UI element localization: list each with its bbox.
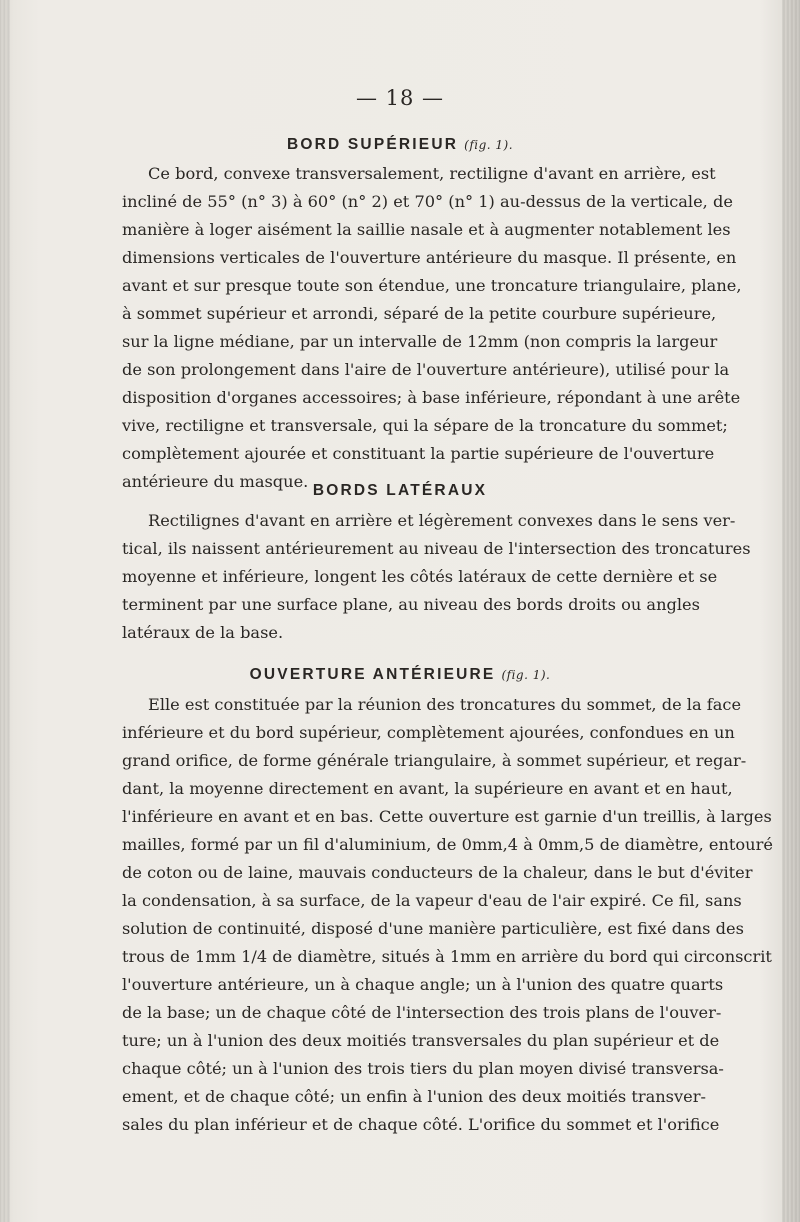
text-line: latéraux de la base. bbox=[122, 623, 284, 642]
text-line: antérieure du masque. bbox=[122, 472, 309, 491]
text-line: tical, ils naissent antérieurement au niveau de l'intersection des troncatures bbox=[122, 539, 751, 558]
text-line: disposition d'organes accessoires; à base inférieure, répondant à une arête bbox=[122, 388, 741, 407]
text-line: l'inférieure en avant et en bas. Cette ouverture est garnie d'un treillis, à larges bbox=[122, 807, 772, 826]
text-line: chaque côté; un à l'union des trois tiers du plan moyen divisé transversa- bbox=[122, 1059, 724, 1078]
page-edge-right bbox=[782, 0, 800, 1222]
text-line: terminent par une surface plane, au niveau des bords droits ou angles bbox=[122, 595, 700, 614]
text-line: vive, rectiligne et transversale, qui la sépare de la troncature du sommet; bbox=[122, 416, 728, 435]
heading-text: BORDS LATÉRAUX bbox=[312, 482, 488, 499]
section-heading-bords-lateraux bbox=[0, 482, 800, 500]
text-line: à sommet supérieur et arrondi, séparé de la petite courbure supérieure, bbox=[122, 304, 717, 323]
text-line: solution de continuité, disposé d'une manière particulière, est fixé dans des bbox=[122, 919, 744, 938]
text-line: Elle est constituée par la réunion des troncatures du sommet, de la face bbox=[148, 695, 742, 714]
page-number: — 18 — bbox=[355, 86, 445, 110]
text-line: grand orifice, de forme générale triangulaire, à sommet supérieur, et regar- bbox=[122, 751, 747, 770]
figure-reference: (fig. 1). bbox=[501, 668, 551, 682]
text-line: inférieure et du bord supérieur, complètement ajourées, confondues en un bbox=[122, 723, 735, 742]
text-line: de coton ou de laine, mauvais conducteurs de la chaleur, dans le but d'éviter bbox=[122, 863, 753, 882]
text-line: moyenne et inférieure, longent les côtés latéraux de cette dernière et se bbox=[122, 567, 718, 586]
text-line: manière à loger aisément la saillie nasale et à augmenter notablement les bbox=[122, 220, 731, 239]
text-line: trous de 1mm 1/4 de diamètre, situés à 1mm en arrière du bord qui circonscrit bbox=[122, 947, 772, 966]
section-heading-ouverture-anterieure bbox=[0, 666, 800, 684]
text-line: incliné de 55° (n° 3) à 60° (n° 2) et 70° (n° 1) au-dessus de la verticale, de bbox=[122, 192, 733, 211]
paragraph-bords-lateraux bbox=[122, 507, 751, 647]
text-line: avant et sur presque toute son étendue, une troncature triangulaire, plane, bbox=[122, 276, 742, 295]
text-line: de la base; un de chaque côté de l'intersection des trois plans de l'ouver- bbox=[122, 1003, 722, 1022]
paragraph-bord-superieur bbox=[122, 160, 742, 496]
text-line: la condensation, à sa surface, de la vapeur d'eau de l'air expiré. Ce fil, sans bbox=[122, 891, 742, 910]
figure-reference: (fig. 1). bbox=[464, 138, 514, 152]
section-heading-bord-superieur bbox=[0, 136, 800, 154]
text-line: dimensions verticales de l'ouverture antérieure du masque. Il présente, en bbox=[122, 248, 737, 267]
text-line: mailles, formé par un fil d'aluminium, de 0mm,4 à 0mm,5 de diamètre, entouré bbox=[122, 835, 773, 854]
text-line: de son prolongement dans l'aire de l'ouverture antérieure), utilisé pour la bbox=[122, 360, 730, 379]
text-line: dant, la moyenne directement en avant, la supérieure en avant et en haut, bbox=[122, 779, 733, 798]
heading-text: BORD SUPÉRIEUR bbox=[286, 136, 459, 153]
heading-text: OUVERTURE ANTÉRIEURE bbox=[249, 666, 496, 683]
paragraph-ouverture-anterieure bbox=[122, 691, 773, 1139]
text-line: sales du plan inférieur et de chaque côté. L'orifice du sommet et l'orifice bbox=[122, 1115, 720, 1134]
binding-edge-left bbox=[0, 0, 10, 1222]
text-line: complètement ajourée et constituant la partie supérieure de l'ouverture bbox=[122, 444, 715, 463]
text-line: sur la ligne médiane, par un intervalle de 12mm (non compris la largeur bbox=[122, 332, 718, 351]
text-line: Ce bord, convexe transversalement, rectiligne d'avant en arrière, est bbox=[148, 164, 716, 183]
text-line: l'ouverture antérieure, un à chaque angle; un à l'union des quatre quarts bbox=[122, 975, 724, 994]
text-line: ture; un à l'union des deux moitiés transversales du plan supérieur et de bbox=[122, 1031, 720, 1050]
text-line: Rectilignes d'avant en arrière et légèrement convexes dans le sens ver- bbox=[148, 511, 736, 530]
text-line: ement, et de chaque côté; un enfin à l'union des deux moitiés transver- bbox=[122, 1087, 706, 1106]
